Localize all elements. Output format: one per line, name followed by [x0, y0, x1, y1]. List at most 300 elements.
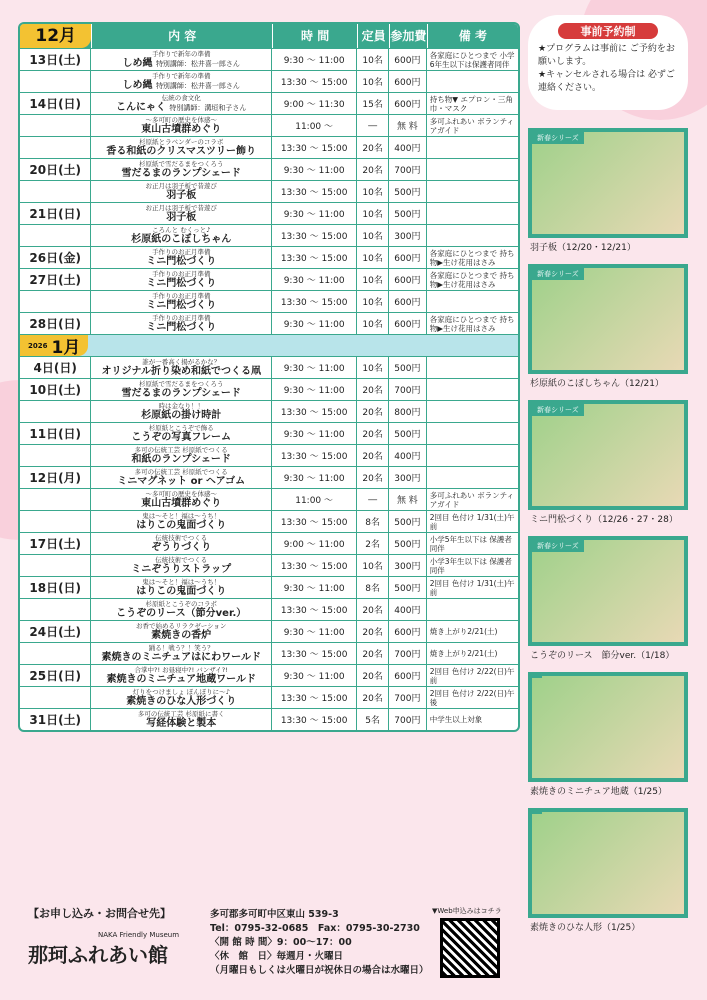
table-header: [20, 24, 518, 48]
event-time: 9:30 ～ 11:00: [272, 423, 357, 444]
event-subtitle: 時は金なり！！: [158, 401, 204, 410]
event-fee: 600円: [389, 247, 427, 268]
table-row: [20, 224, 518, 246]
event-time: 13:30 ～ 15:00: [272, 401, 357, 422]
header-capacity: 定員: [357, 24, 389, 48]
event-title: ミニ門松づくり: [146, 299, 217, 311]
event-time: 13:30 ～ 15:00: [272, 511, 357, 532]
event-note: [427, 225, 518, 246]
event-date: [20, 137, 91, 158]
event-note: 持ち物▼ エプロン・三角巾・マスク: [429, 94, 513, 113]
photo-card: [528, 672, 688, 797]
event-note: [427, 599, 518, 620]
event-content: [91, 313, 272, 334]
event-note: 各家庭にひとつまで 小学6年生以下は保護者同伴: [429, 50, 515, 69]
event-date: 25日(日): [20, 665, 91, 686]
photo-caption: 杉原紙のこぼしちゃん（12/21）: [530, 379, 664, 389]
event-content: [91, 93, 272, 114]
event-subtitle: ころんと むくっと♪: [152, 225, 211, 234]
table-row: [20, 620, 518, 642]
event-title: ミニマグネット or ヘアゴム: [117, 475, 246, 487]
event-time: 9:30 ～ 11:00: [272, 577, 357, 598]
event-capacity: 20名: [357, 401, 389, 422]
event-title: 杉原紙の掛け時計: [141, 409, 222, 421]
event-capacity: 15名: [357, 93, 389, 114]
event-fee: 800円: [389, 401, 427, 422]
table-row: [20, 488, 518, 510]
event-subtitle: 伝統技術でつくる: [155, 533, 208, 542]
event-title: しめ縄 特別講師：松井喜一郎さん: [122, 57, 240, 69]
event-date: 24日(土): [20, 621, 91, 642]
web-label: ▼Web申込みはコチラ: [432, 907, 502, 915]
event-note: 焼き上がり2/21(土): [429, 627, 498, 636]
event-fee: 500円: [389, 203, 427, 224]
reservation-line2: ★キャンセルされる場合は 必ずご連絡ください。: [538, 70, 675, 93]
event-title: はりこの鬼面づくり: [136, 585, 227, 597]
event-subtitle: 杉原紙とこうぞで飾る: [148, 423, 214, 432]
series-tag: [532, 676, 542, 678]
event-content: [91, 269, 272, 290]
event-note: [427, 203, 518, 224]
event-time: 13:30 ～ 15:00: [272, 137, 357, 158]
museum-logo: 那珂ふれあい館: [28, 943, 168, 967]
table-row: [20, 466, 518, 488]
event-time: 13:30 ～ 15:00: [272, 555, 357, 576]
event-date: 28日(日): [20, 313, 91, 334]
event-date: 21日(日): [20, 203, 91, 224]
event-time: 9:30 ～ 11:00: [272, 313, 357, 334]
event-content: [91, 247, 272, 268]
photo-card: [528, 536, 688, 661]
reservation-line1: ★プログラムは事前に ご予約をお願いします。: [538, 44, 675, 67]
event-subtitle: お正月は羽子板で昔遊び: [145, 181, 217, 190]
event-content: [91, 181, 272, 202]
table-row: [20, 70, 518, 92]
event-subtitle: ～多可町の歴史を体感～: [145, 489, 217, 498]
event-subtitle: 鬼は～そと！福は～うち！: [142, 511, 221, 520]
lecturer: 特別講師：松井喜一郎さん: [155, 81, 240, 90]
event-subtitle: 多可の伝統工芸 杉原紙でつくる: [134, 467, 228, 476]
event-date: [20, 181, 91, 202]
event-subtitle: 鬼は～そと！福は～うち！: [142, 577, 221, 586]
event-note: 各家庭にひとつまで 持ち物▶生け花用はさみ: [429, 270, 515, 289]
event-date: 11日(日): [20, 423, 91, 444]
event-subtitle: ～多可町の歴史を体感～: [145, 115, 217, 124]
event-note: [427, 445, 518, 466]
table-row: [20, 708, 518, 730]
event-capacity: ―: [357, 489, 389, 510]
footer: [28, 905, 179, 968]
event-time: 9:30 ～ 11:00: [272, 49, 357, 70]
event-time: 13:30 ～ 15:00: [272, 225, 357, 246]
event-time: 9:00 ～ 11:00: [272, 533, 357, 554]
table-row: [20, 642, 518, 664]
event-time: 9:30 ～ 11:00: [272, 621, 357, 642]
event-content: [91, 643, 272, 664]
contact-info: [210, 908, 429, 978]
table-row: [20, 576, 518, 598]
event-capacity: 8名: [357, 511, 389, 532]
event-date: 17日(土): [20, 533, 91, 554]
event-subtitle: 誰が一番高く揚がるかな？: [142, 357, 221, 366]
event-content: [91, 599, 272, 620]
table-row: [20, 246, 518, 268]
event-capacity: 10名: [357, 49, 389, 70]
event-title: 杉原紙のこぼしちゃん: [131, 233, 232, 245]
event-note: 2回目 色付け 1/31(土)午前: [429, 512, 515, 531]
event-time: 9:30 ～ 11:00: [272, 467, 357, 488]
event-subtitle: 杉原紙で雪だるまをつくろう: [138, 159, 224, 168]
table-row: [20, 202, 518, 224]
event-capacity: 20名: [357, 159, 389, 180]
event-capacity: ―: [357, 115, 389, 136]
event-fee: 700円: [389, 709, 427, 730]
event-fee: 無 料: [389, 489, 427, 510]
table-row: [20, 356, 518, 378]
event-capacity: 20名: [357, 445, 389, 466]
series-tag: [532, 812, 542, 814]
workshop-photo: [528, 536, 688, 646]
event-subtitle: 手作りのお正月準備: [151, 269, 211, 278]
event-note: 中学生以上対象: [429, 715, 483, 724]
event-note: 2回目 色付け 1/31(土)午前: [429, 578, 515, 597]
event-fee: 600円: [389, 71, 427, 92]
event-capacity: 20名: [357, 137, 389, 158]
event-capacity: 10名: [357, 269, 389, 290]
event-content: [91, 49, 272, 70]
event-subtitle: お正月は羽子板で昔遊び: [145, 203, 217, 212]
event-subtitle: 手作りのお正月準備: [151, 313, 211, 322]
event-title: はりこの鬼面づくり: [136, 519, 227, 531]
event-capacity: 20名: [357, 423, 389, 444]
table-row: [20, 92, 518, 114]
event-capacity: 20名: [357, 643, 389, 664]
table-row: [20, 532, 518, 554]
event-note: 2回目 色付け 2/22(日)午後: [429, 688, 515, 707]
workshop-photo: [528, 672, 688, 782]
table-row: [20, 48, 518, 70]
event-content: [91, 379, 272, 400]
event-date: [20, 401, 91, 422]
event-note: 小学3年生以下は 保護者同伴: [429, 556, 512, 575]
photo-card: [528, 400, 688, 525]
event-title: こんにゃく 特別講師：溝垣和子さん: [116, 101, 247, 113]
event-capacity: 5名: [357, 709, 389, 730]
event-fee: 500円: [389, 181, 427, 202]
event-title: 写経体験と製本: [146, 717, 217, 729]
event-date: 31日(土): [20, 709, 91, 730]
series-tag: 新春シリーズ: [532, 132, 584, 144]
event-title: こうぞのリース（節分ver.）: [116, 607, 247, 619]
event-date: [20, 445, 91, 466]
month-label: 1月: [51, 338, 81, 358]
table-row: [20, 400, 518, 422]
event-note: [427, 467, 518, 488]
qr-code[interactable]: [440, 918, 500, 978]
event-content: [91, 555, 272, 576]
event-subtitle: 杉原紙とラベンダーのコラボ: [139, 137, 224, 146]
event-content: [91, 445, 272, 466]
event-content: [91, 665, 272, 686]
photo-caption: こうぞのリース 節分ver.（1/18）: [530, 651, 675, 661]
event-note: 焼き上がり2/21(土): [429, 649, 498, 658]
closed-days: 〈休 館 日〉毎週月・火曜日: [210, 951, 344, 962]
event-subtitle: 杉原紙とこうぞのコラボ: [145, 599, 217, 608]
event-fee: 400円: [389, 137, 427, 158]
event-subtitle: 手作りで新年の準備: [151, 49, 211, 58]
event-date: [20, 489, 91, 510]
event-note: [427, 357, 518, 378]
event-time: 9:30 ～ 11:00: [272, 203, 357, 224]
event-date: 27日(土): [20, 269, 91, 290]
event-title: ミニ門松づくり: [146, 277, 217, 289]
event-date: 10日(土): [20, 379, 91, 400]
closed-note: （月曜日もしくは火曜日が祝休日の場合は水曜日）: [210, 965, 429, 976]
reservation-box: [528, 15, 688, 110]
event-capacity: 20名: [357, 467, 389, 488]
workshop-photo: [528, 264, 688, 374]
event-date: 4日(日): [20, 357, 91, 378]
event-fee: 500円: [389, 533, 427, 554]
event-fee: 600円: [389, 291, 427, 312]
tel-fax: Tel：0795-32-0685 Fax：0795-30-2730: [210, 923, 420, 934]
table-row: [20, 312, 518, 334]
event-capacity: 10名: [357, 555, 389, 576]
event-date: [20, 71, 91, 92]
event-title: 雪だるまのランプシェード: [121, 387, 241, 399]
event-date: [20, 555, 91, 576]
workshop-photo: [528, 400, 688, 510]
event-title: ミニ門松づくり: [146, 321, 217, 333]
event-title: オリジナル折り染め和紙でつくる凧: [101, 365, 261, 377]
event-note: 小学5年生以下は 保護者同伴: [429, 534, 512, 553]
event-fee: 300円: [389, 225, 427, 246]
event-date: 14日(日): [20, 93, 91, 114]
event-fee: 400円: [389, 599, 427, 620]
event-capacity: 20名: [357, 621, 389, 642]
event-date: [20, 115, 91, 136]
series-tag: 新春シリーズ: [532, 404, 584, 416]
event-capacity: 20名: [357, 687, 389, 708]
lecturer: 特別講師：松井喜一郎さん: [155, 59, 240, 68]
event-date: 18日(日): [20, 577, 91, 598]
event-time: 11:00 ～: [272, 489, 357, 510]
event-date: 13日(土): [20, 49, 91, 70]
event-subtitle: 多可の伝統工芸 杉原紙に書く: [137, 709, 225, 718]
event-content: [91, 533, 272, 554]
event-content: [91, 687, 272, 708]
table-row: [20, 510, 518, 532]
table-row: [20, 114, 518, 136]
event-fee: 700円: [389, 643, 427, 664]
event-content: [91, 511, 272, 532]
workshop-photo: [528, 808, 688, 918]
event-content: [91, 71, 272, 92]
header-content: 内 容: [91, 24, 272, 48]
event-content: [91, 357, 272, 378]
event-content: [91, 467, 272, 488]
event-time: 9:00 ～ 11:30: [272, 93, 357, 114]
event-capacity: 10名: [357, 313, 389, 334]
event-fee: 700円: [389, 159, 427, 180]
january-rows: [20, 356, 518, 730]
december-rows: [20, 48, 518, 334]
event-time: 11:00 ～: [272, 115, 357, 136]
event-title: 素焼きのひな人形づくり: [126, 695, 237, 707]
event-fee: 無 料: [389, 115, 427, 136]
table-row: [20, 686, 518, 708]
event-subtitle: 手作りで新年の準備: [151, 71, 211, 80]
event-content: [91, 291, 272, 312]
event-capacity: 20名: [357, 665, 389, 686]
event-title: 東山古墳群めぐり: [141, 497, 222, 509]
month-january: [20, 335, 88, 356]
event-date: [20, 687, 91, 708]
photo-card: [528, 264, 688, 389]
event-note: 2回目 色付け 2/22(日)午前: [429, 666, 515, 685]
event-capacity: 10名: [357, 357, 389, 378]
event-title: 羽子板: [166, 211, 197, 223]
event-title: 香る和紙のクリスマスツリー飾り: [106, 145, 256, 157]
event-title: 雪だるまのランプシェード: [121, 167, 241, 179]
event-subtitle: 伝統技術でつくる: [155, 555, 208, 564]
event-note: [427, 137, 518, 158]
table-row: [20, 378, 518, 400]
event-subtitle: 踊る！戦う？！笑う？: [148, 643, 214, 652]
january-header: [20, 334, 518, 356]
event-fee: 600円: [389, 313, 427, 334]
event-time: 9:30 ～ 11:00: [272, 159, 357, 180]
event-note: [427, 159, 518, 180]
event-fee: 600円: [389, 49, 427, 70]
event-fee: 600円: [389, 621, 427, 642]
event-time: 9:30 ～ 11:00: [272, 269, 357, 290]
event-fee: 300円: [389, 555, 427, 576]
event-fee: 700円: [389, 379, 427, 400]
photo-caption: 素焼きのひな人形（1/25）: [530, 923, 641, 933]
event-date: [20, 599, 91, 620]
event-time: 9:30 ～ 11:00: [272, 665, 357, 686]
header-time: 時 間: [272, 24, 357, 48]
workshop-photo: [528, 128, 688, 238]
event-content: [91, 203, 272, 224]
museum-en: NAKA Friendly Museum: [98, 931, 180, 939]
event-title: こうぞの写真フレーム: [131, 431, 231, 443]
event-title: 素焼きのミニチュアはにわワールド: [101, 651, 261, 663]
event-subtitle: 合掌中?! お昼寝中?! バンザイ?!: [134, 665, 228, 674]
event-fee: 400円: [389, 445, 427, 466]
event-fee: 500円: [389, 357, 427, 378]
table-row: [20, 598, 518, 620]
event-capacity: 8名: [357, 577, 389, 598]
address: 多可郡多可町中区東山 539-3: [210, 909, 339, 920]
event-time: 13:30 ～ 15:00: [272, 247, 357, 268]
event-capacity: 10名: [357, 181, 389, 202]
table-row: [20, 180, 518, 202]
event-title: ミニ門松づくり: [146, 255, 217, 267]
event-note: [427, 291, 518, 312]
event-title: 素焼きのミニチュア地蔵ワールド: [106, 673, 256, 685]
event-date: 12日(月): [20, 467, 91, 488]
event-time: 13:30 ～ 15:00: [272, 709, 357, 730]
event-note: [427, 181, 518, 202]
event-subtitle: お香で始めるリラクゼーション: [135, 621, 227, 630]
event-capacity: 20名: [357, 599, 389, 620]
series-tag: 新春シリーズ: [532, 268, 584, 280]
inquiry-title: 【お申し込み・お問合せ先】: [28, 907, 171, 920]
event-time: 13:30 ～ 15:00: [272, 71, 357, 92]
event-fee: 600円: [389, 269, 427, 290]
event-content: [91, 709, 272, 730]
event-capacity: 10名: [357, 71, 389, 92]
year-label: 2026: [28, 341, 48, 350]
lecturer: 特別講師：溝垣和子さん: [169, 103, 247, 112]
event-fee: 300円: [389, 467, 427, 488]
event-time: 13:30 ～ 15:00: [272, 291, 357, 312]
event-time: 9:30 ～ 11:00: [272, 379, 357, 400]
header-fee: 参加費: [389, 24, 427, 48]
event-date: 26日(金): [20, 247, 91, 268]
table-row: [20, 290, 518, 312]
event-fee: 600円: [389, 93, 427, 114]
table-row: [20, 268, 518, 290]
event-capacity: 10名: [357, 247, 389, 268]
event-date: [20, 511, 91, 532]
photo-caption: 素焼きのミニチュア地蔵（1/25）: [530, 787, 667, 797]
event-date: 20日(土): [20, 159, 91, 180]
opening-hours: 〈開 館 時 間〉9：00～17：00: [210, 937, 352, 948]
event-title: 素焼きの香炉: [151, 629, 212, 641]
event-time: 13:30 ～ 15:00: [272, 599, 357, 620]
event-title: しめ縄 特別講師：松井喜一郎さん: [122, 79, 240, 91]
event-content: [91, 225, 272, 246]
event-note: 各家庭にひとつまで 持ち物▶生け花用はさみ: [429, 314, 515, 333]
event-subtitle: 手作りのお正月準備: [151, 291, 211, 300]
event-fee: 500円: [389, 423, 427, 444]
event-subtitle: 多可の伝統工芸 杉原紙でつくる: [134, 445, 228, 454]
event-subtitle: 灯りをつけましょ ぼんぼりに～♪: [132, 687, 230, 696]
event-time: 9:30 ～ 11:00: [272, 357, 357, 378]
event-date: [20, 291, 91, 312]
photo-caption: 羽子板（12/20・12/21）: [530, 243, 636, 253]
event-title: ミニぞうりストラップ: [131, 563, 232, 575]
event-title: 羽子板: [166, 189, 197, 201]
event-note: [427, 401, 518, 422]
table-row: [20, 422, 518, 444]
event-time: 13:30 ～ 15:00: [272, 687, 357, 708]
series-tag: 新春シリーズ: [532, 540, 584, 552]
event-capacity: 10名: [357, 291, 389, 312]
event-subtitle: 手作りのお正月準備: [151, 247, 211, 256]
event-fee: 700円: [389, 687, 427, 708]
event-content: [91, 423, 272, 444]
schedule-table: [18, 22, 520, 732]
event-capacity: 20名: [357, 379, 389, 400]
event-time: 13:30 ～ 15:00: [272, 445, 357, 466]
event-title: ぞうりづくり: [151, 541, 212, 553]
event-note: 各家庭にひとつまで 持ち物▶生け花用はさみ: [429, 248, 515, 267]
event-note: [427, 71, 518, 92]
event-content: [91, 401, 272, 422]
event-time: 13:30 ～ 15:00: [272, 181, 357, 202]
event-subtitle: 伝統の食文化: [161, 93, 201, 102]
event-content: [91, 577, 272, 598]
month-december: 12月: [20, 24, 91, 48]
event-note: [427, 423, 518, 444]
event-note: [427, 379, 518, 400]
photo-card: [528, 128, 688, 253]
event-date: [20, 643, 91, 664]
